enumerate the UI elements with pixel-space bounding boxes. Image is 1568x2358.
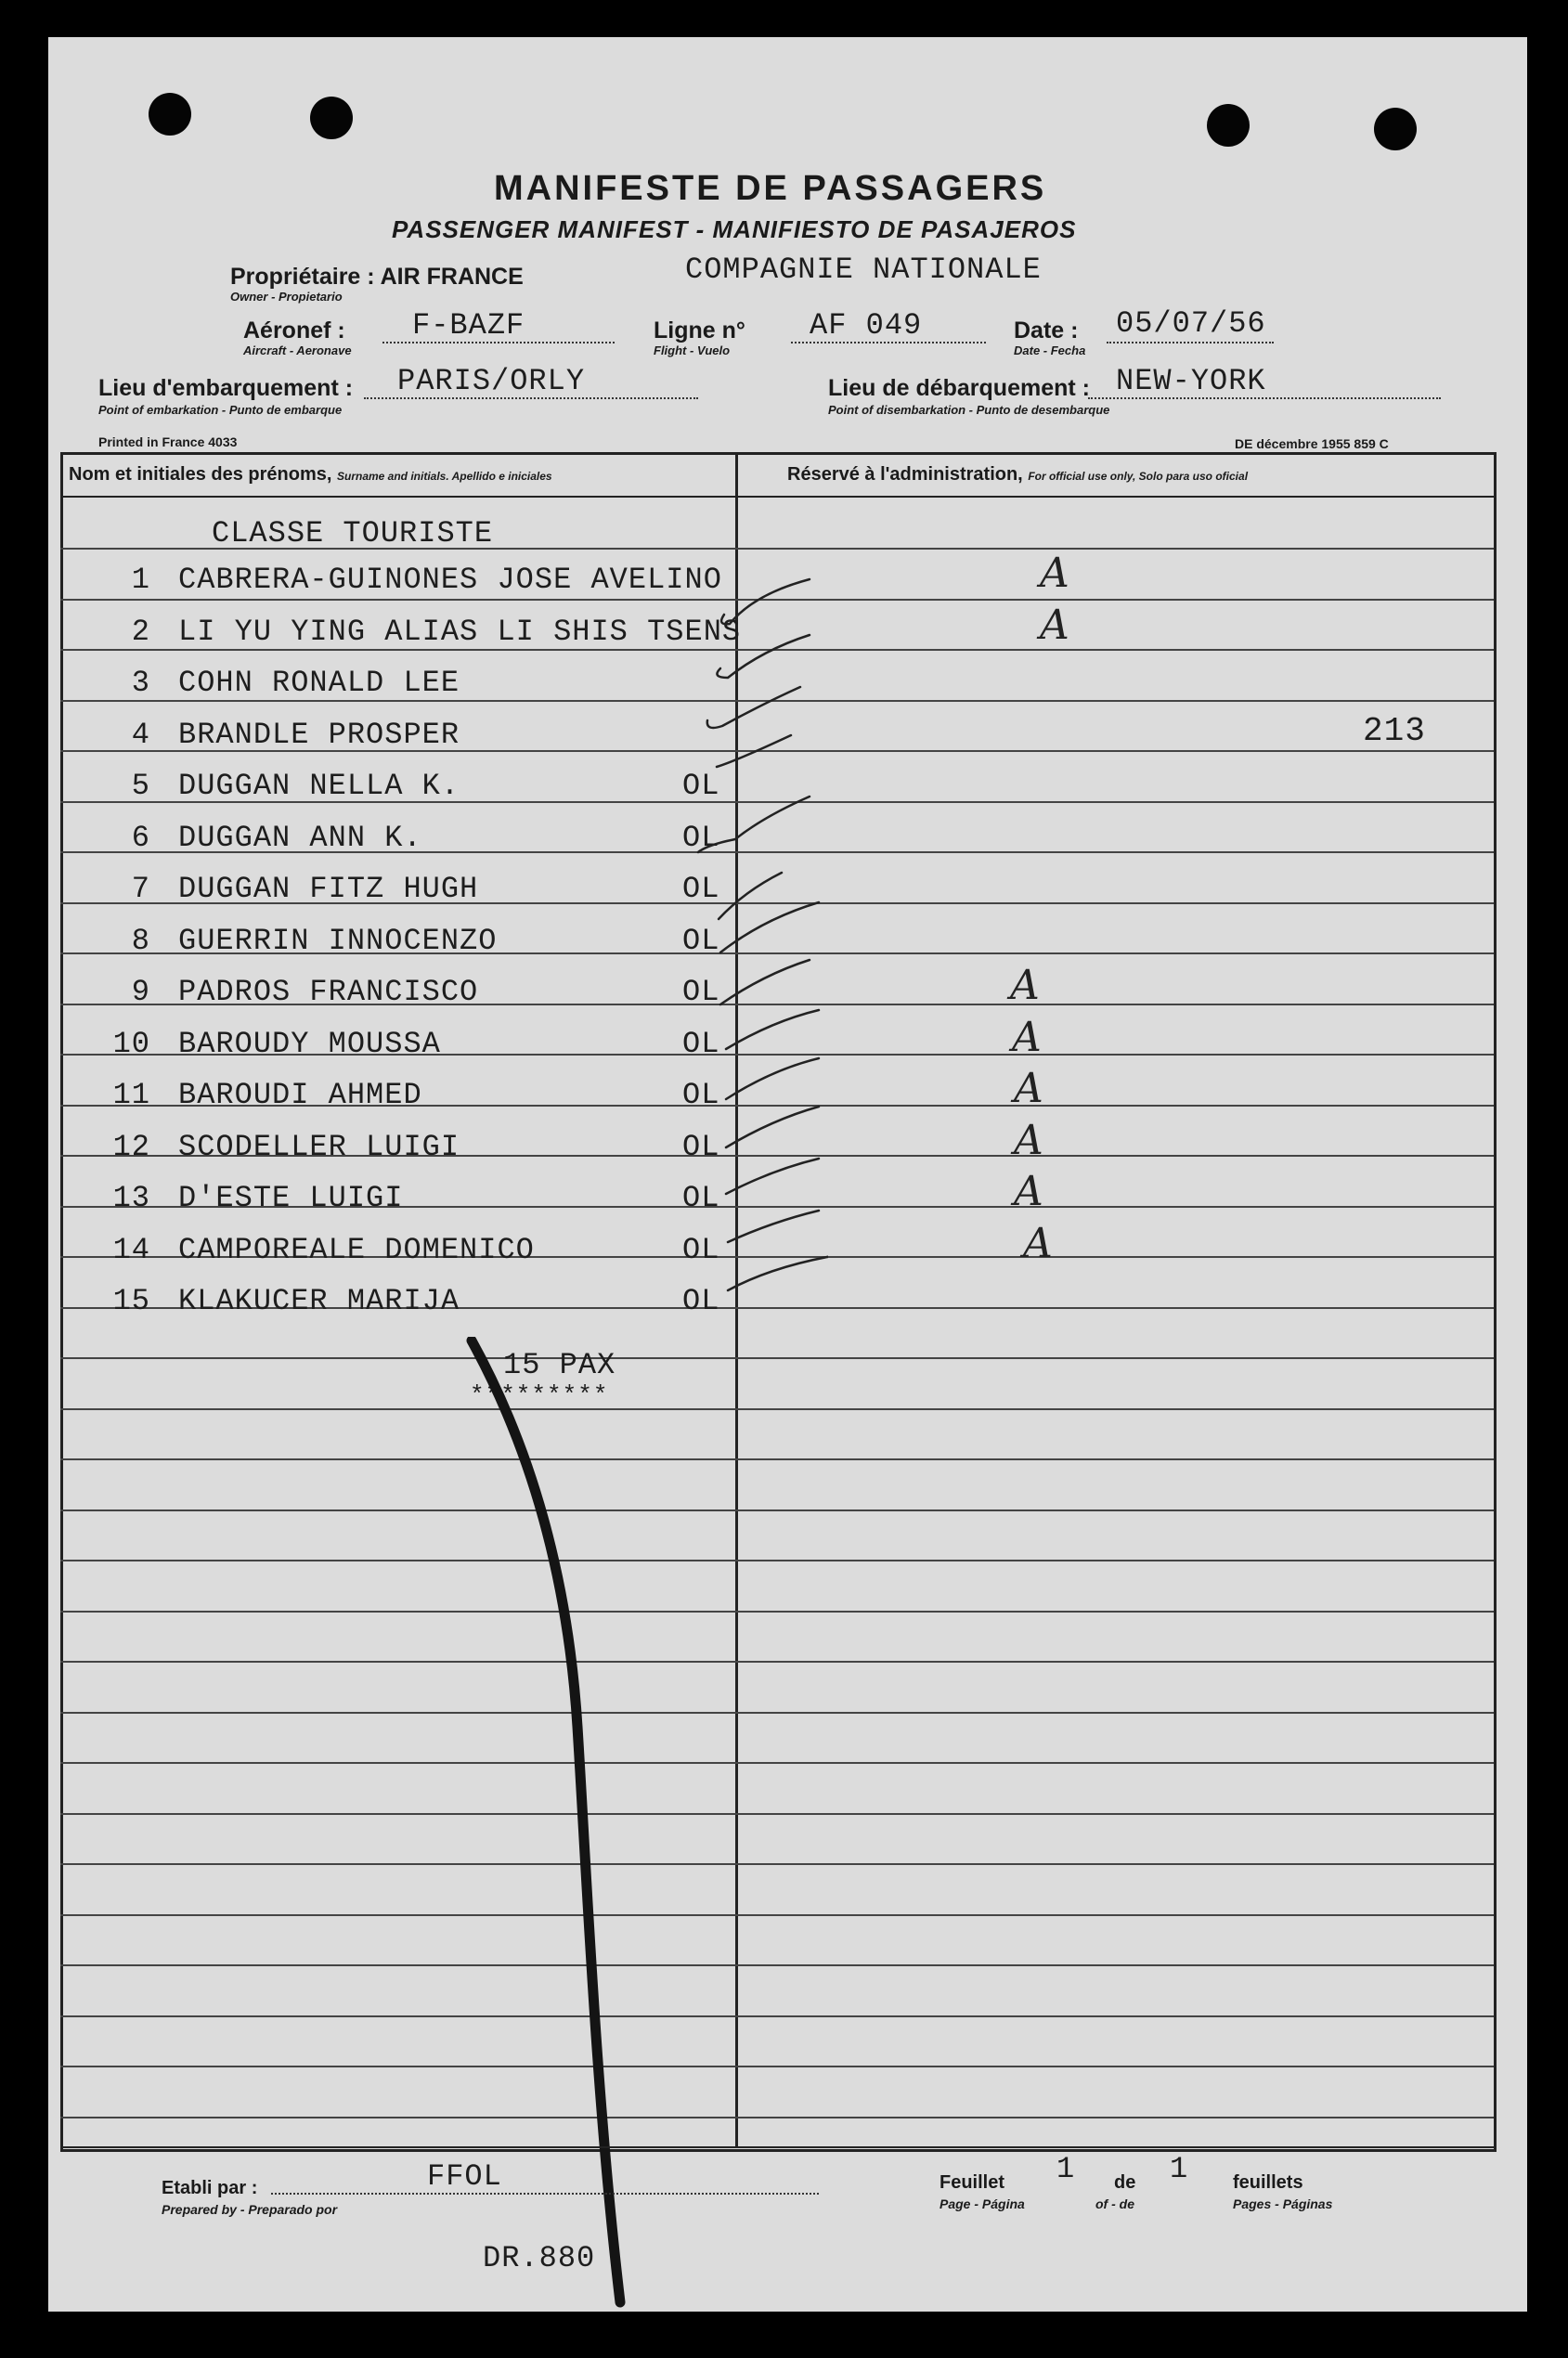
owner-label: Propriétaire : AIR FRANCE: [230, 264, 524, 290]
admin-mark: A: [1010, 962, 1040, 1009]
print-code: DE décembre 1955 859 C: [1235, 436, 1389, 451]
passenger-number: 4: [131, 718, 150, 752]
row-rule: [60, 2066, 1494, 2067]
date-value: 05/07/56: [1116, 306, 1266, 341]
embark-sub: Point of embarkation - Punto de embarque: [98, 403, 343, 417]
passenger-number: 12: [112, 1130, 150, 1164]
admin-mark: A: [1014, 1065, 1043, 1112]
row-rule: [60, 1560, 1494, 1561]
flight-label: Ligne n°: [654, 317, 745, 343]
names-column-header: Nom et initiales des prénoms, Surname and initials. Apellido e iniciales: [69, 464, 552, 485]
passenger-number: 13: [112, 1181, 150, 1215]
section-heading: CLASSE TOURISTE: [212, 516, 494, 551]
passenger-name: KLAKUCER MARIJA: [178, 1284, 460, 1318]
passenger-name: BAROUDI AHMED: [178, 1078, 422, 1112]
pages-label: feuillets: [1233, 2172, 1303, 2193]
passenger-name: BAROUDY MOUSSA: [178, 1027, 441, 1061]
disembark-label: Lieu de débarquement :: [828, 375, 1090, 401]
date-sub: Date - Fecha: [1014, 343, 1086, 357]
row-rule: [60, 1914, 1494, 1916]
row-rule: [60, 1813, 1494, 1815]
printed-note: Printed in France 4033: [98, 434, 238, 449]
reference-code: DR.880: [483, 2241, 596, 2275]
of-label: de: [1114, 2172, 1136, 2193]
owner-value: COMPAGNIE NATIONALE: [685, 253, 1042, 287]
passenger-number: 15: [112, 1284, 150, 1318]
pages-sub: Pages - Páginas: [1233, 2196, 1333, 2211]
admin-mark: A: [1014, 1168, 1043, 1215]
total-passengers: 15 PAX: [503, 1348, 616, 1382]
prepared-value: FFOL: [427, 2159, 502, 2194]
passenger-number: 6: [131, 821, 150, 855]
page-value: 1: [1056, 2152, 1076, 2186]
passenger-number: 10: [112, 1027, 150, 1061]
footer-rule: [60, 2146, 1494, 2148]
page-sub: Page - Página: [940, 2196, 1025, 2211]
passenger-name: COHN RONALD LEE: [178, 666, 460, 700]
passenger-name: SCODELLER LUIGI: [178, 1130, 460, 1164]
passenger-code: OL: [682, 872, 720, 906]
passenger-name: DUGGAN NELLA K.: [178, 769, 460, 803]
admin-note: 213: [1363, 712, 1426, 750]
aircraft-sub: Aircraft - Aeronave: [243, 343, 352, 357]
passenger-code: OL: [682, 1078, 720, 1112]
passenger-number: 7: [131, 872, 150, 906]
passenger-name: PADROS FRANCISCO: [178, 975, 479, 1009]
passenger-code: OL: [682, 975, 720, 1009]
row-rule: [60, 2117, 1494, 2118]
admin-mark: A: [1012, 1014, 1042, 1061]
row-rule: [60, 1661, 1494, 1663]
passenger-number: 11: [112, 1078, 150, 1112]
aircraft-label: Aéronef :: [243, 317, 345, 343]
flight-value: AF 049: [810, 308, 923, 343]
row-rule: [60, 1408, 1494, 1410]
of-sub: of - de: [1095, 2196, 1134, 2211]
owner-sub: Owner - Propietario: [230, 290, 343, 304]
passenger-name: BRANDLE PROSPER: [178, 718, 460, 752]
passenger-number: 8: [131, 924, 150, 958]
prepared-sub: Prepared by - Preparado por: [162, 2202, 338, 2217]
passenger-number: 9: [131, 975, 150, 1009]
strike-line-icon: [457, 1337, 735, 2358]
page-title: MANIFESTE DE PASSAGERS: [494, 169, 1047, 208]
passenger-name: LI YU YING ALIAS LI SHIS TSENS: [178, 615, 742, 649]
passenger-code: OL: [682, 1130, 720, 1164]
embark-value: PARIS/ORLY: [397, 364, 586, 398]
punch-hole-icon: [1207, 104, 1250, 147]
of-value: 1: [1170, 2152, 1189, 2186]
page-label: Feuillet: [940, 2172, 1005, 2193]
prepared-label: Etabli par :: [162, 2178, 258, 2198]
passenger-number: 3: [131, 666, 150, 700]
date-label: Date :: [1014, 317, 1079, 343]
admin-mark: A: [1023, 1220, 1053, 1267]
passenger-number: 14: [112, 1233, 150, 1267]
punch-hole-icon: [310, 97, 353, 139]
passenger-name: DUGGAN FITZ HUGH: [178, 872, 479, 906]
passenger-code: OL: [682, 821, 720, 855]
row-rule: [60, 1458, 1494, 1460]
passenger-code: OL: [682, 924, 720, 958]
row-rule: [60, 2015, 1494, 2017]
check-marks: [680, 538, 828, 1337]
punch-hole-icon: [149, 93, 191, 136]
table-header-rule: [60, 496, 1494, 498]
disembark-value: NEW-YORK: [1116, 364, 1266, 398]
admin-mark: A: [1040, 602, 1069, 649]
passenger-name: DUGGAN ANN K.: [178, 821, 422, 855]
punch-hole-icon: [1374, 108, 1417, 150]
row-rule: [60, 1863, 1494, 1865]
row-rule: [60, 1509, 1494, 1511]
embark-label: Lieu d'embarquement :: [98, 375, 354, 401]
disembark-sub: Point of disembarkation - Punto de desembarque: [828, 403, 1110, 417]
passenger-code: OL: [682, 1027, 720, 1061]
aircraft-value: F-BAZF: [412, 308, 525, 343]
row-rule: [60, 1712, 1494, 1714]
passenger-number: 2: [131, 615, 150, 649]
total-stars: *********: [470, 1381, 609, 1409]
passenger-name: CABRERA-GUINONES JOSE AVELINO: [178, 563, 722, 597]
passenger-code: OL: [682, 1233, 720, 1267]
passenger-code: OL: [682, 1284, 720, 1318]
passenger-name: D'ESTE LUIGI: [178, 1181, 404, 1215]
admin-mark: A: [1040, 550, 1069, 597]
passenger-name: CAMPOREALE DOMENICO: [178, 1233, 535, 1267]
flight-sub: Flight - Vuelo: [654, 343, 731, 357]
passenger-name: GUERRIN INNOCENZO: [178, 924, 498, 958]
admin-column-header: Réservé à l'administration, For official use only, Solo para uso oficial: [787, 464, 1249, 485]
passenger-code: OL: [682, 1181, 720, 1215]
passenger-number: 5: [131, 769, 150, 803]
row-rule: [60, 1611, 1494, 1613]
passenger-number: 1: [131, 563, 150, 597]
row-rule: [60, 1357, 1494, 1359]
manifest-sheet: [48, 37, 1527, 2312]
admin-mark: A: [1014, 1117, 1043, 1164]
row-rule: [60, 1964, 1494, 1966]
passenger-code: OL: [682, 769, 720, 803]
page-subtitle: PASSENGER MANIFEST - MANIFIESTO DE PASAJEROS: [392, 215, 1077, 243]
row-rule: [60, 1762, 1494, 1764]
